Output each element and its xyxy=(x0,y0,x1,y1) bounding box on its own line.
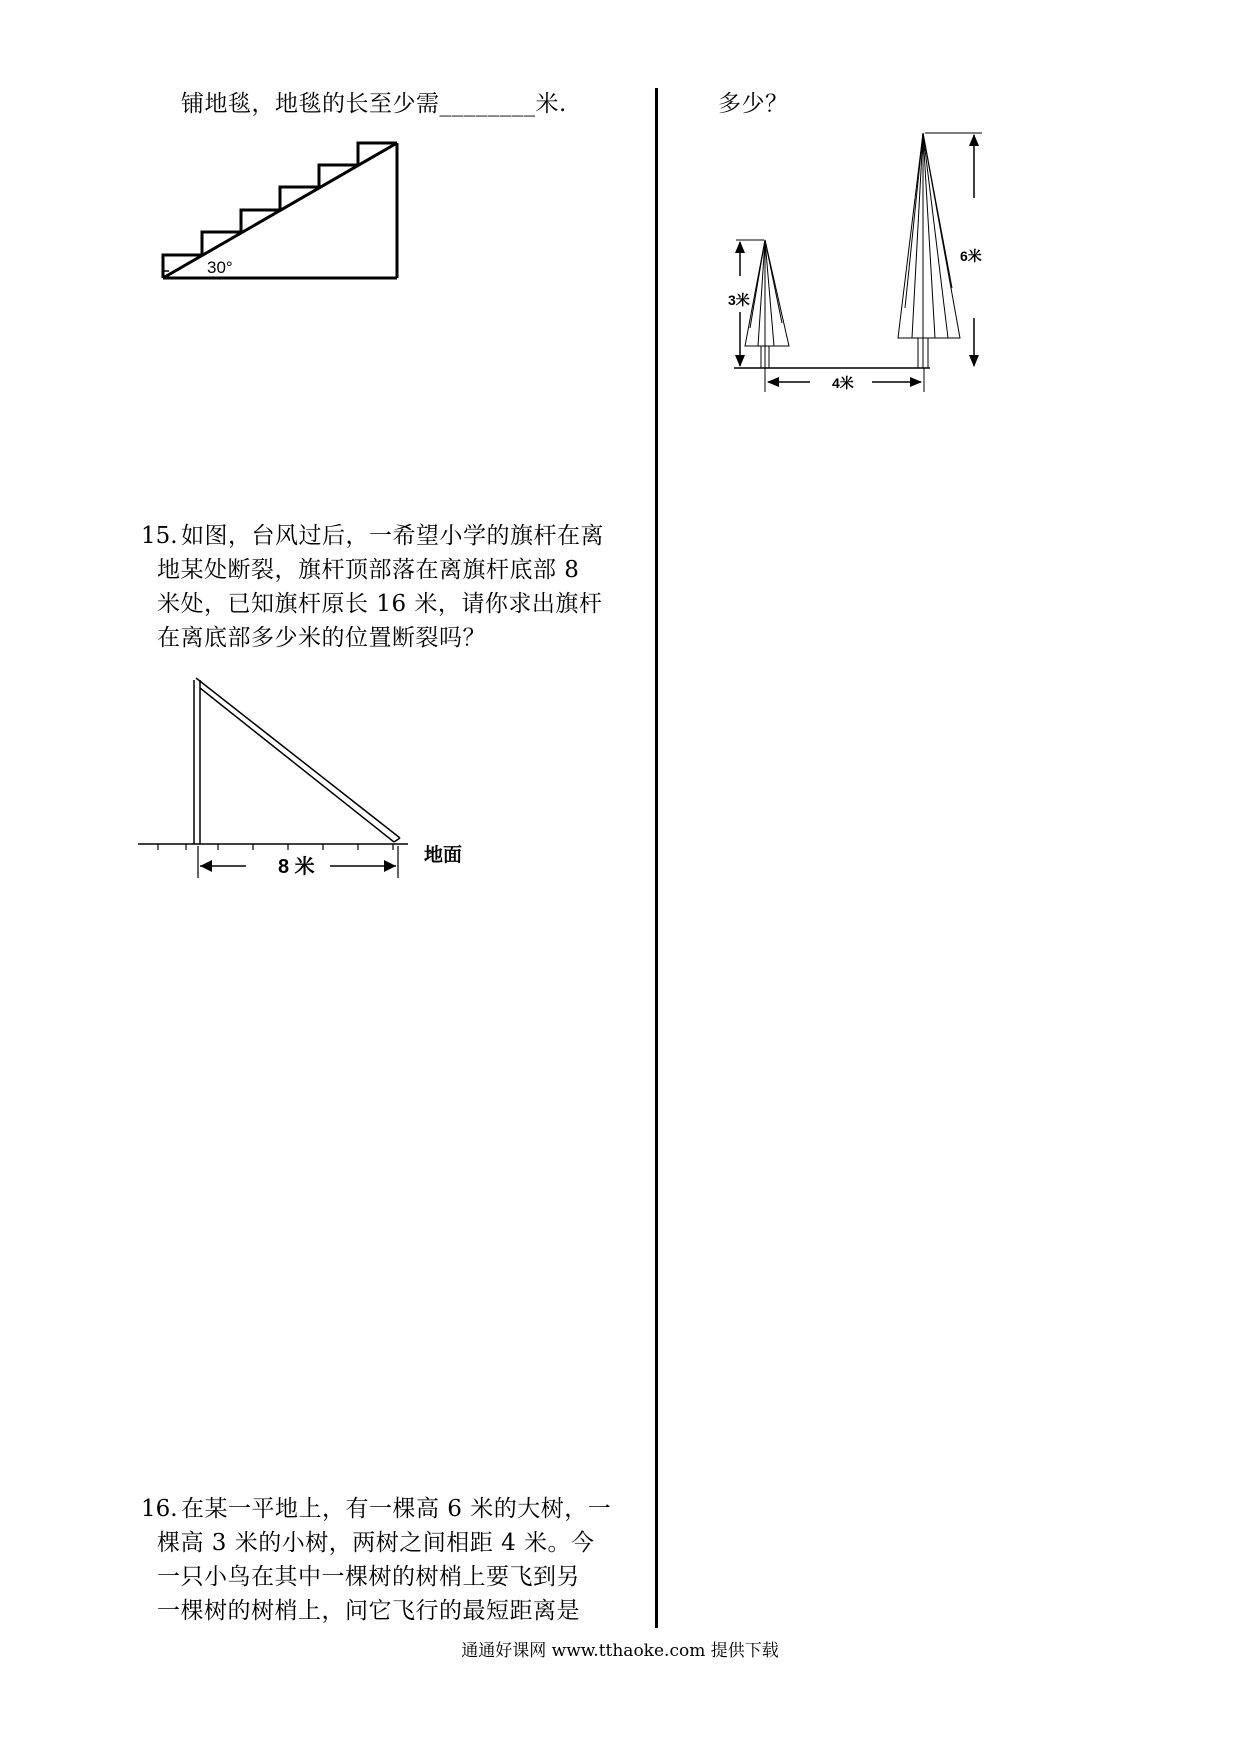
staircase-diagram xyxy=(155,138,415,288)
flagpole-diagram xyxy=(138,670,478,890)
ground-label: 地面 xyxy=(424,845,463,866)
page-footer: 通通好课网 www.tthaoke.com 提供下载 xyxy=(461,1641,779,1661)
q16-line-4: 一棵树的树梢上，问它飞行的最短距离是 xyxy=(157,1598,580,1624)
q15-line-3: 米处，已知旗杆原长 16 米，请你求出旗杆 xyxy=(157,591,603,617)
small-tree-height-label: 3米 xyxy=(728,292,750,308)
q16-line-2: 棵高 3 米的小树，两树之间相距 4 米。今 xyxy=(157,1530,595,1556)
two-trees-diagram xyxy=(720,128,1000,398)
q15-line-2: 地某处断裂，旗杆顶部落在离旗杆底部 8 xyxy=(157,557,580,583)
q16-continuation: 多少？ xyxy=(718,91,789,117)
q14-text-end: 铺地毯，地毯的长至少需________米. xyxy=(181,91,567,117)
q15-number: 15. xyxy=(141,523,178,549)
angle-label: 30° xyxy=(207,258,233,277)
big-tree-height-label: 6米 xyxy=(960,248,982,264)
q16-line-1: 在某一平地上，有一棵高 6 米的大树，一 xyxy=(181,1496,612,1522)
q15-line-1: 如图，台风过后，一希望小学的旗杆在离 xyxy=(181,523,604,549)
q16-line-3: 一只小鸟在其中一棵树的树梢上要飞到另 xyxy=(157,1564,580,1590)
tree-distance-label: 4米 xyxy=(832,375,854,391)
column-divider xyxy=(655,88,658,1628)
distance-8m-label: 8 米 xyxy=(278,856,315,878)
small-tree-icon xyxy=(745,240,789,368)
q15-line-4: 在离底部多少米的位置断裂吗？ xyxy=(157,625,486,651)
big-tree-icon xyxy=(898,133,960,368)
q16-number: 16. xyxy=(141,1496,178,1522)
